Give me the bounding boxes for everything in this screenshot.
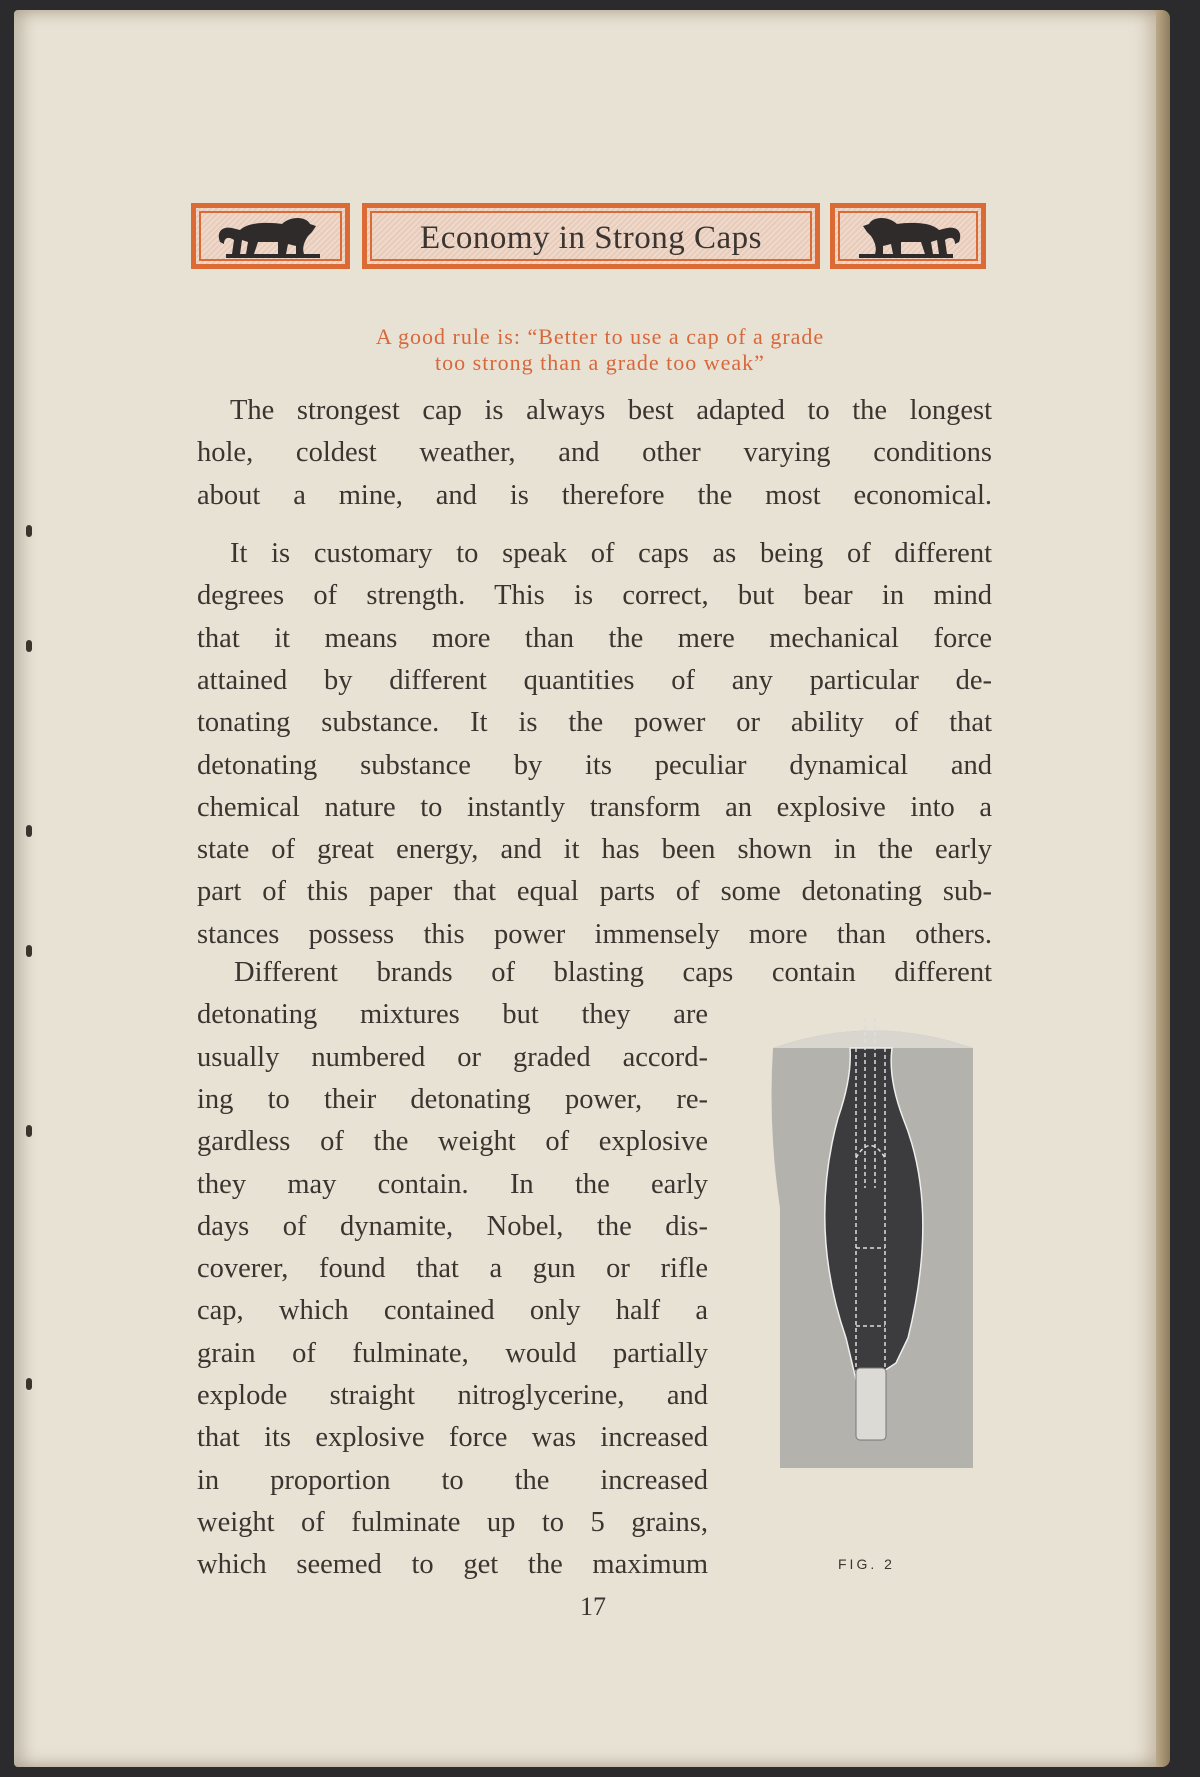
body-text-line: tonating substance. It is the power or ability of that bbox=[197, 707, 992, 739]
body-text-line: explode straight nitroglycerine, and bbox=[197, 1380, 708, 1411]
body-text-line: detonating substance by its peculiar dynamical and bbox=[197, 749, 992, 781]
lion-icon bbox=[212, 212, 330, 260]
body-text-line: cap, which contained only half a bbox=[197, 1295, 708, 1327]
binding-stitch bbox=[26, 945, 32, 957]
page-title: Economy in Strong Caps bbox=[420, 220, 762, 256]
body-text-line: grain of fulminate, would partially bbox=[197, 1337, 708, 1369]
body-text-line: usually numbered or graded accord- bbox=[197, 1041, 708, 1073]
title-panel bbox=[362, 203, 820, 269]
body-text-line: stances possess this power immensely more than others. bbox=[197, 918, 992, 950]
body-text-line: degrees of strength. This is correct, but bear in mind bbox=[197, 580, 992, 612]
body-text-line: about a mine, and is therefore the most economical. bbox=[197, 479, 992, 511]
page-edge bbox=[1156, 10, 1170, 1767]
figure-illustration bbox=[768, 1008, 978, 1474]
body-text-line: gardless of the weight of explosive bbox=[197, 1126, 708, 1158]
body-text-line: days of dynamite, Nobel, the dis- bbox=[197, 1210, 708, 1242]
body-text-line: Different brands of blasting caps contain different bbox=[234, 957, 992, 988]
body-text-line: state of great energy, and it has been shown in the early bbox=[197, 834, 992, 866]
binding-stitch bbox=[26, 525, 32, 537]
figure-caption: FIG. 2 bbox=[838, 1556, 895, 1572]
rule-quote-line: too strong than a grade too weak” bbox=[435, 350, 765, 375]
body-text-line: coverer, found that a gun or rifle bbox=[197, 1253, 708, 1285]
body-text-line: they may contain. In the early bbox=[197, 1168, 708, 1200]
body-text-line: in proportion to the increased bbox=[197, 1464, 708, 1496]
binding-stitch bbox=[26, 825, 32, 837]
page-number: 17 bbox=[580, 1592, 606, 1621]
body-text-line: detonating mixtures but they are bbox=[197, 999, 708, 1031]
body-text-line: weight of fulminate up to 5 grains, bbox=[197, 1506, 708, 1538]
binding-stitch bbox=[26, 1378, 32, 1390]
binding-stitch bbox=[26, 1125, 32, 1137]
body-text-line: chemical nature to instantly transform an explosive into a bbox=[197, 791, 992, 823]
lion-panel-left bbox=[191, 203, 350, 269]
lion-panel-right bbox=[830, 203, 986, 269]
body-text-line: It is customary to speak of caps as being of different bbox=[230, 538, 992, 569]
rule-quote-line: A good rule is: “Better to use a cap of a grade bbox=[375, 324, 825, 349]
binding-stitch bbox=[26, 640, 32, 652]
body-text-line: The strongest cap is always best adapted to the longest bbox=[230, 395, 992, 426]
body-text-line: that its explosive force was increased bbox=[197, 1422, 708, 1454]
lion-icon bbox=[849, 212, 967, 260]
body-text-line: hole, coldest weather, and other varying conditions bbox=[197, 437, 992, 469]
body-text-line: attained by different quantities of any particular de- bbox=[197, 664, 992, 696]
body-text-line: ing to their detonating power, re- bbox=[197, 1083, 708, 1115]
body-text-line: part of this paper that equal parts of some detonating sub- bbox=[197, 876, 992, 908]
body-text-line: which seemed to get the maximum bbox=[197, 1549, 708, 1581]
body-text-line: that it means more than the mere mechanical force bbox=[197, 622, 992, 654]
